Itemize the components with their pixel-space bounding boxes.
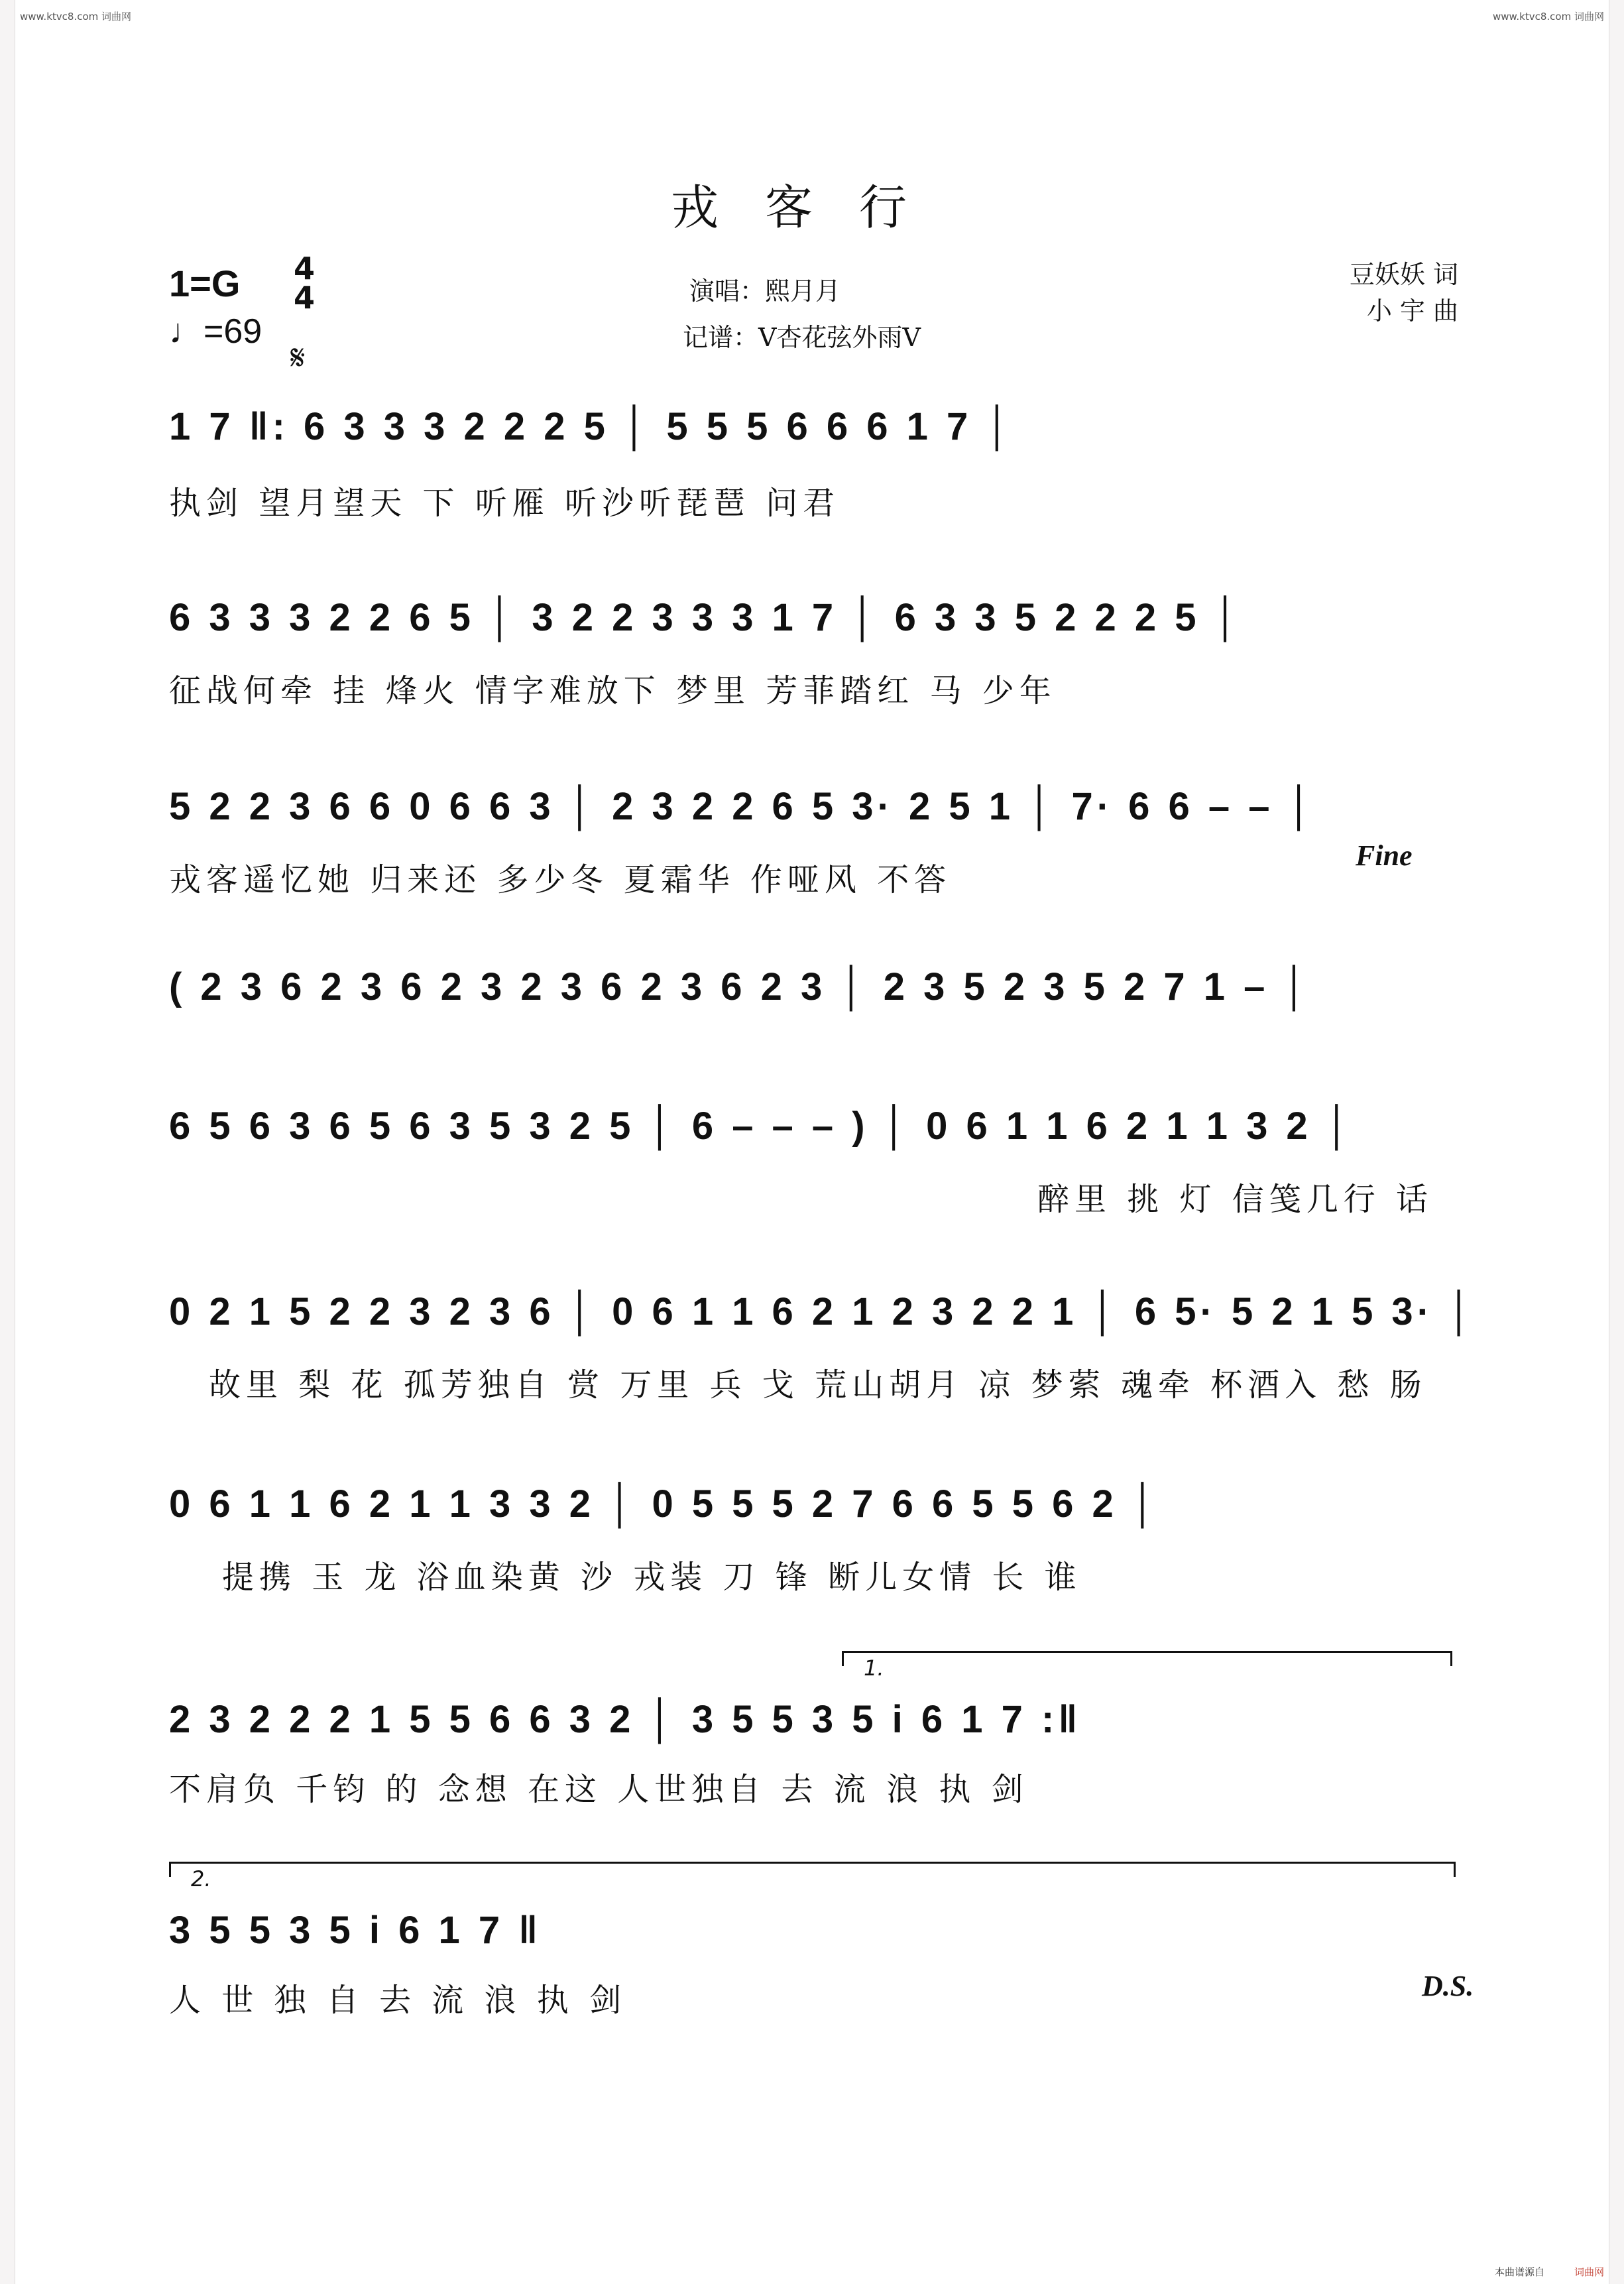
volta-2: 2. — [169, 1862, 1456, 1877]
lyrics: 戎客遥忆她 归来还 多少冬 夏霜华 作哑风 不答 — [169, 861, 952, 898]
left-margin-strip — [0, 0, 15, 2284]
lyrics: 不肩负 千钧 的 念想 在这 人世独自 去 流 浪 执 剑 — [169, 1771, 1029, 1808]
notes: 6 5 6 3 6 5 6 3 5 3 2 5 │ 6 – – – ) │ 0 6 1 1 6 2 1 1 3 2 │ — [169, 1105, 1355, 1148]
right-margin-strip — [1609, 0, 1624, 2284]
singer: 演唱：熙月月 — [689, 276, 841, 306]
lyrics: 故里 梨 花 孤芳独自 赏 万里 兵 戈 荒山胡月 凉 梦萦 魂牵 杯酒入 愁 肠 — [209, 1366, 1427, 1404]
lyrics: 人 世 独 自 去 流 浪 执 剑 — [169, 1982, 627, 2019]
header-left: www.ktvc8.com 词曲网 — [20, 11, 132, 23]
lyrics: 执剑 望月望天 下 听雁 听沙听琵琶 问君 — [169, 485, 841, 522]
header-right: www.ktvc8.com 词曲网 — [1492, 11, 1604, 23]
footer-brand: 词曲网 — [1574, 2266, 1604, 2278]
time-signature: 4 4 — [294, 251, 316, 316]
notes: 1 7 ‖: 6 3 3 3 2 2 2 5 │ 5 5 5 6 6 6 1 7 │ — [169, 405, 1015, 448]
composer: 小 宇 曲 — [1366, 296, 1458, 326]
transcriber: 记谱：V杏花弦外雨V — [683, 323, 921, 352]
notes: 0 6 1 1 6 2 1 1 3 3 2 │ 0 5 5 5 2 7 6 6 5 5 6 2 │ — [169, 1482, 1161, 1526]
volta-1: 1. — [842, 1651, 1452, 1666]
notes: 6 3 3 3 2 2 6 5 │ 3 2 2 3 3 3 1 7 │ 6 3 3 5 2 2 2 5 │ — [169, 596, 1243, 639]
key-signature: 1=G — [169, 263, 241, 304]
song-title: 戎客行 — [670, 180, 953, 235]
lyrics: 征战何牵 挂 烽火 情字难放下 梦里 芳菲踏红 马 少年 — [169, 672, 1057, 709]
notes: 0 2 1 5 2 2 3 2 3 6 │ 0 6 1 1 6 2 1 2 3 2 2 1 │ 6 5· 5 2 1 5 3· │ — [169, 1290, 1477, 1333]
notes: 3 5 5 3 5 i 6 1 7 ‖ — [169, 1909, 542, 1952]
fine-mark: Fine — [1356, 839, 1413, 872]
notes: 2 3 2 2 2 1 5 5 6 6 3 2 │ 3 5 5 3 5 i 6 1 7 :‖ — [169, 1698, 1082, 1741]
lyrics: 提携 玉 龙 浴血染黄 沙 戎装 刀 锋 断儿女情 长 谁 — [222, 1559, 1082, 1596]
lyricist: 豆妖妖 词 — [1349, 260, 1458, 289]
lyrics: 醉里 挑 灯 信笺几行 话 — [1037, 1181, 1434, 1218]
notes: 5 2 2 3 6 6 0 6 6 3 │ 2 3 2 2 6 5 3· 2 5 1 │ 7· 6 6 – – │ — [169, 785, 1316, 828]
tempo: ♩=69 — [169, 312, 262, 351]
segno-icon: 𝄋 — [290, 338, 306, 378]
ds-mark: D.S. — [1422, 1970, 1474, 2002]
notes: ( 2 3 6 2 3 6 2 3 2 3 6 2 3 6 2 3 │ 2 3 5 2 3 5 2 7 1 – │ — [169, 965, 1312, 1008]
footer-source: 本曲谱源自 — [1494, 2266, 1544, 2278]
